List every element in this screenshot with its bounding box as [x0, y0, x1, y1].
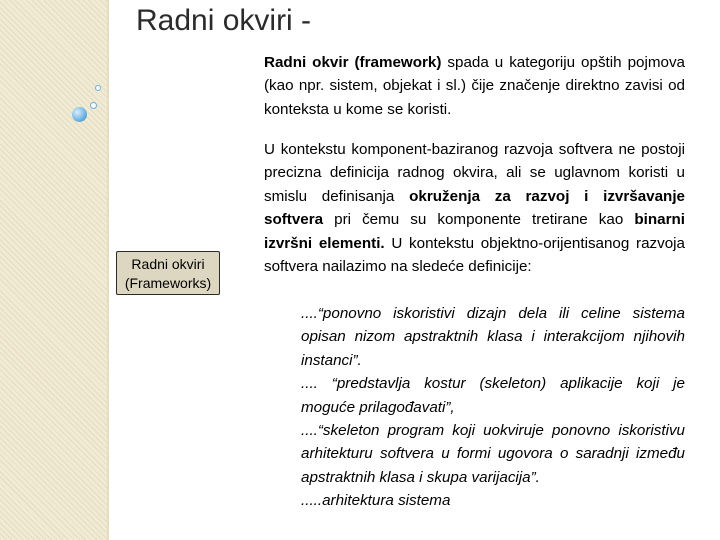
definition-text: spada u kategoriju opštih pojmova (kao npr. sistem, objekat i sl.) čije značenje direktno zavisi od konteksta u kome se koristi.	[264, 54, 685, 118]
definition-quote-2: .... “predstavlja kostur (skeleton) aplikacije koji je moguće prilagođavati”,	[301, 375, 685, 416]
context-bold-2: binarni izvršni elementi.	[264, 211, 685, 252]
sidebar-texture	[0, 0, 107, 540]
context-text-1: U kontekstu komponent-baziranog razvoja softvera ne postoji precizna definicija radnog okvira, ali se uglavnom koristi u smislu definisanja	[264, 141, 685, 205]
side-label-box	[116, 251, 220, 295]
decorative-small-circle-icon	[95, 85, 101, 91]
side-label-line2: (Frameworks)	[124, 275, 212, 291]
definition-quote-3: ....“skeleton program koji uokviruje ponovno iskoristivu arhitekturu softvera u formi ugovora o saradnji između apstraktnih klasa i skupa varijacija”.	[301, 422, 685, 486]
page-title: Radni okviri -	[136, 4, 312, 37]
context-text-3: U kontekstu objektno-orijentisanog razvoja softvera nailazimo na sledeće definicije:	[264, 234, 685, 276]
side-label-line1: Radni okviri	[131, 256, 205, 272]
context-bold-1: okruženja za razvoj i izvršavanje softvera	[264, 187, 686, 229]
decorative-blue-circle-icon	[72, 107, 87, 122]
framework-term: Radni okvir (framework)	[264, 54, 442, 71]
sidebar-divider	[107, 0, 109, 540]
definition-quote-1: ....“ponovno iskoristivi dizajn dela ili celine sistema opisan nizom apstraktnih klasa i interakcijom njihovih instanci”.	[301, 305, 685, 369]
context-paragraph	[264, 138, 685, 278]
context-text-2: pri čemu su komponente tretirane kao	[323, 211, 635, 229]
definition-quote-4: .....arhitektura sistema	[301, 492, 451, 510]
decorative-ring-icon	[90, 102, 97, 109]
definitions-list	[301, 302, 685, 513]
definition-paragraph	[264, 51, 685, 121]
